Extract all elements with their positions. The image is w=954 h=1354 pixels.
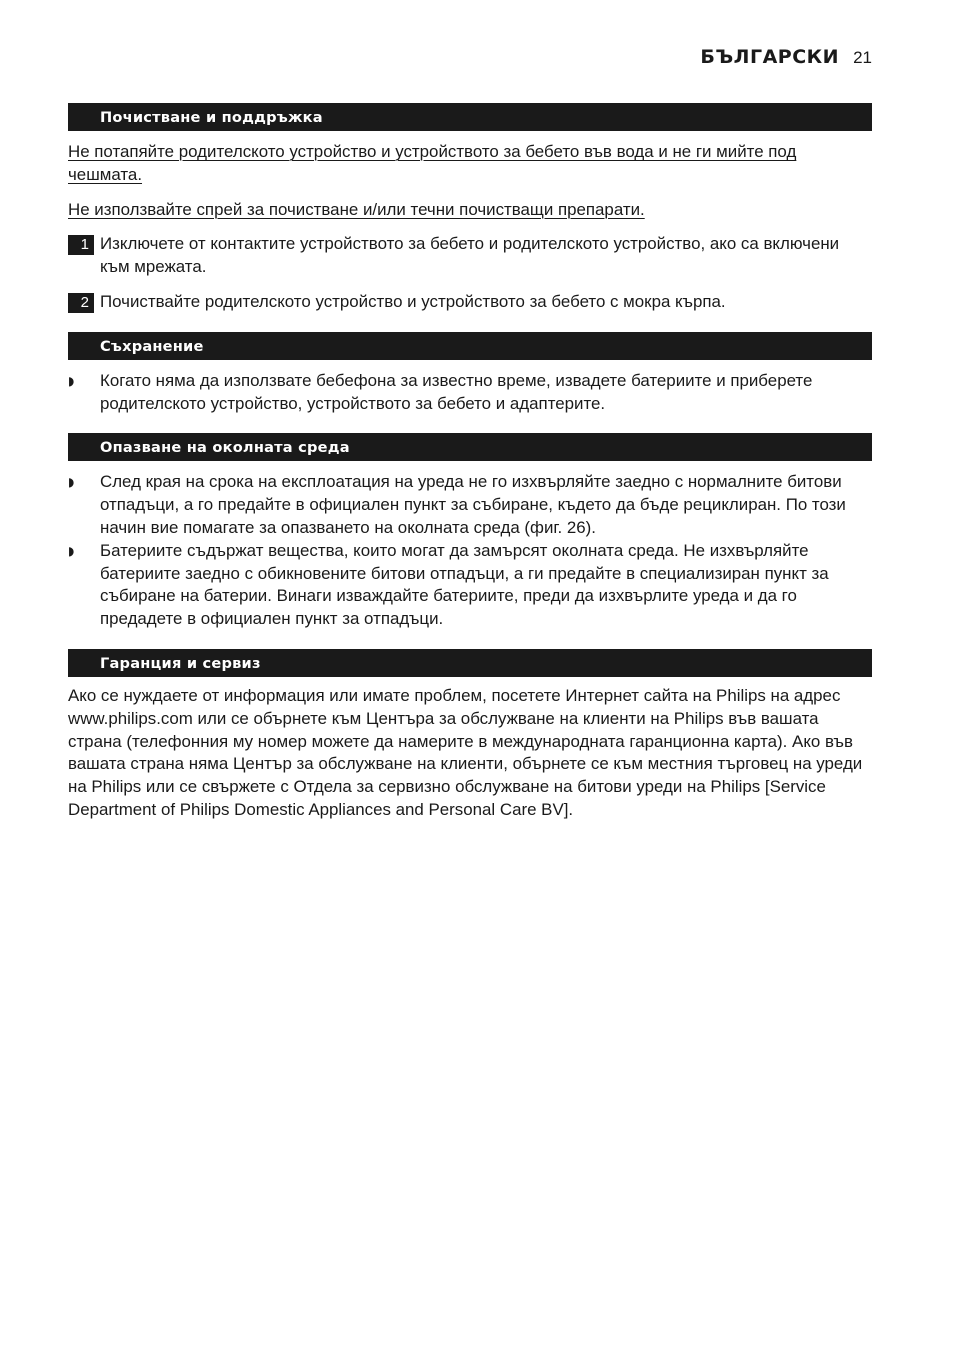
language-label: БЪЛГАРСКИ xyxy=(700,46,840,68)
cleaning-step xyxy=(68,291,872,314)
document-body xyxy=(68,103,872,822)
environment-bullet xyxy=(68,471,872,539)
triangle-bullet-icon: ◗ xyxy=(68,543,75,558)
section-heading-cleaning: Почистване и поддръжка xyxy=(68,103,872,131)
triangle-bullet-icon: ◗ xyxy=(68,373,75,388)
cleaning-step xyxy=(68,233,872,279)
page-number: 21 xyxy=(853,48,872,67)
triangle-bullet-icon: ◗ xyxy=(68,475,75,490)
page-header xyxy=(700,46,872,68)
step-text-2: Почиствайте родителското устройство и устройството за бебето с мокра кърпа. xyxy=(100,291,726,311)
bullet-text: Когато няма да използвате бебефона за известно време, извадете батериите и приберете родителското устройство, устройството за бебето и адаптерите. xyxy=(100,370,813,413)
cleaning-warning-spray: Не използвайте спрей за почистване и/или течни почистващи препарати. xyxy=(68,199,645,219)
section-heading-storage: Съхранение xyxy=(68,332,872,360)
philips-website-link[interactable]: www.philips.com xyxy=(68,708,193,728)
section-heading-guarantee: Гаранция и сервиз xyxy=(68,649,872,677)
step-text-1: Изключете от контактите устройството за бебето и родителското устройство, ако са включени към мрежата. xyxy=(100,234,840,277)
step-number-2: 2 xyxy=(68,293,94,313)
guarantee-paragraph: Ако се нуждаете от информация или имате проблем, посетете Интернет сайта на Philips на адрес www.philips.com или се обърнете към Центъра за обслужване на клиенти на Philips във вашата страна (телефонния му номер можете да намерите в международната гаранционна карта). Ако във вашата страна няма Център за обслужване на клиенти, обърнете се към местния търговец на уреди на Philips или се свържете с Отдела за сервизно обслужване на битови уреди на Philips [Service Department of Philips Domestic Appliances and Personal Care BV]. xyxy=(68,685,863,819)
bullet-text: Батериите съдържат вещества, които могат да замърсят околната среда. Не изхвърляйте батериите заедно с обикновените битови отпадъци, а ги предайте в специализиран пункт за събиране на батерии. Винаги изваждайте батериите, преди да изхвърлите уреда и да го предадете в официален пункт за отпадъци. xyxy=(100,540,829,629)
cleaning-warning-water: Не потапяйте родителското устройство и устройството за бебето във вода и не ги мийте под чешмата. xyxy=(68,142,797,184)
step-number-1: 1 xyxy=(68,235,94,255)
bullet-text: След края на срока на експлоатация на уреда не го изхвърляйте заедно с нормалните битови отпадъци, а го предайте в официален пункт за събиране, където да бъде рециклиран. По този начин вие помагате за опазването на околната среда (фиг. 26). xyxy=(100,472,846,537)
section-heading-environment: Опазване на околната среда xyxy=(68,433,872,461)
storage-bullet xyxy=(68,370,872,416)
environment-bullet xyxy=(68,540,872,631)
